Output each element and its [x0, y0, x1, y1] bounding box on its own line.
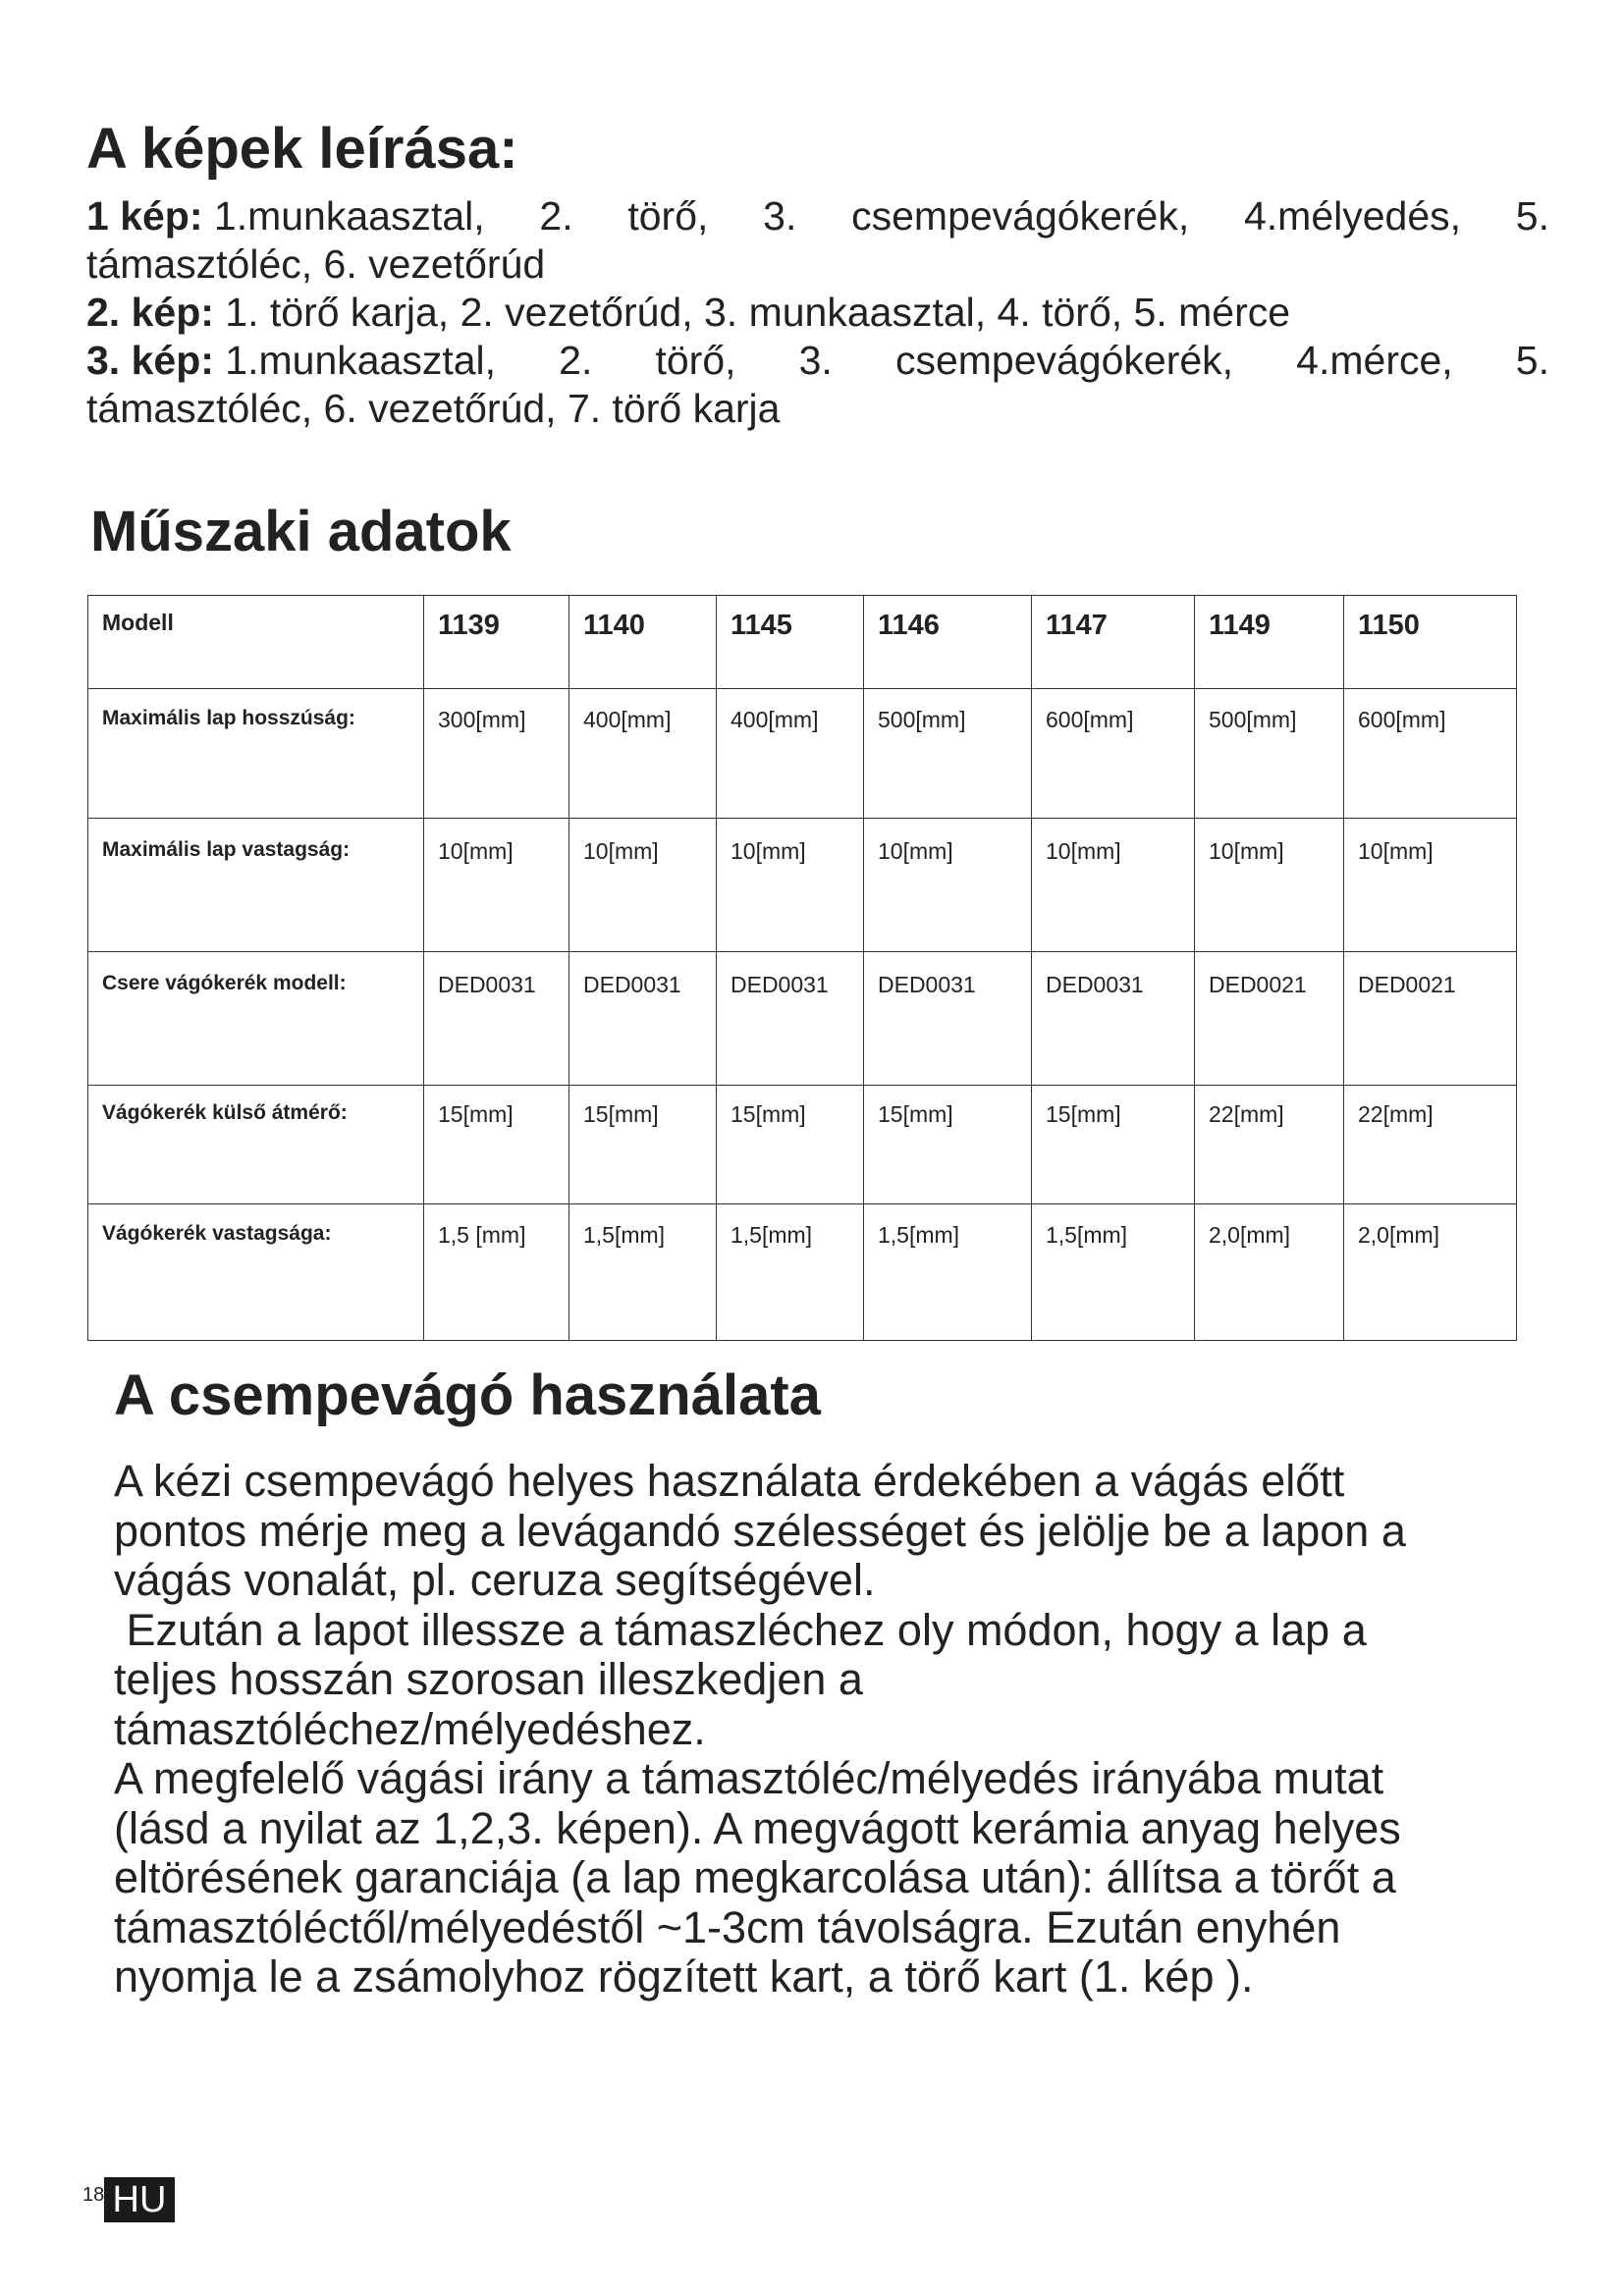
- usage-line: nyomja le a zsámolyhoz rögzített kart, a törő kart (1. kép ).: [114, 1951, 1254, 2002]
- table-cell: DED0031: [717, 952, 864, 1086]
- table-cell: 15[mm]: [717, 1086, 864, 1204]
- table-row: [88, 1204, 1517, 1341]
- table-header-row: [88, 596, 1517, 689]
- table-row: [88, 1086, 1517, 1204]
- usage-line: (lásd a nyilat az 1,2,3. képen). A megvágott kerámia anyag helyes: [114, 1802, 1401, 1853]
- table-header-cell: 1149: [1195, 596, 1344, 689]
- table-row-label: Vágókerék külső átmérő:: [88, 1086, 424, 1204]
- table-cell: 1,5[mm]: [569, 1204, 717, 1341]
- image-descriptions: [86, 192, 1549, 433]
- table-cell: 10[mm]: [424, 819, 569, 952]
- table-header-cell: 1146: [864, 596, 1032, 689]
- table-cell: 300[mm]: [424, 689, 569, 819]
- table-cell: 1,5[mm]: [717, 1204, 864, 1341]
- description-label: 2. kép:: [86, 290, 214, 335]
- language-badge: HU: [104, 2177, 175, 2222]
- usage-line: támasztóléchez/mélyedéshez.: [114, 1703, 706, 1754]
- table-cell: 1,5 [mm]: [424, 1204, 569, 1341]
- table-row: [88, 819, 1517, 952]
- table-cell: 400[mm]: [569, 689, 717, 819]
- section-title-image-descriptions: A képek leírása:: [86, 117, 518, 181]
- table-cell: DED0031: [864, 952, 1032, 1086]
- description-label: 1 kép:: [86, 193, 203, 239]
- usage-line: vágás vonalát, pl. ceruza segítségével.: [114, 1555, 876, 1605]
- table-cell: DED0031: [569, 952, 717, 1086]
- table-cell: 10[mm]: [717, 819, 864, 952]
- description-line-2: támasztóléc, 6. vezetőrúd: [86, 241, 546, 287]
- table-cell: 10[mm]: [1032, 819, 1195, 952]
- table-cell: 10[mm]: [1344, 819, 1517, 952]
- table-header-cell: 1147: [1032, 596, 1195, 689]
- description-line-1: 1 kép: 1.munkaasztal, 2. törő, 3. csempevágókerék, 4.mélyedés, 5.: [86, 193, 1549, 239]
- description-line-5: támasztóléc, 6. vezetőrúd, 7. törő karja: [86, 386, 781, 431]
- table-cell: 15[mm]: [1032, 1086, 1195, 1204]
- table-cell: DED0031: [424, 952, 569, 1086]
- description-label: 3. kép:: [86, 338, 214, 383]
- table-row-label: Vágókerék vastagsága:: [88, 1204, 424, 1341]
- table-row: [88, 952, 1517, 1086]
- table-cell: 22[mm]: [1195, 1086, 1344, 1204]
- table-row: [88, 689, 1517, 819]
- description-line-4: 3. kép: 1.munkaasztal, 2. törő, 3. csempevágókerék, 4.mérce, 5.: [86, 338, 1549, 383]
- table-cell: 15[mm]: [424, 1086, 569, 1204]
- table-cell: 22[mm]: [1344, 1086, 1517, 1204]
- description-line-3: 2. kép: 1. törő karja, 2. vezetőrúd, 3. munkaasztal, 4. törő, 5. mérce: [86, 290, 1291, 335]
- usage-text: [114, 1457, 1508, 2002]
- table-cell: 600[mm]: [1344, 689, 1517, 819]
- table-cell: 400[mm]: [717, 689, 864, 819]
- table-row-label: Maximális lap hosszúság:: [88, 689, 424, 819]
- table-header-cell: Modell: [88, 596, 424, 689]
- table-cell: 500[mm]: [1195, 689, 1344, 819]
- table-header-cell: 1145: [717, 596, 864, 689]
- usage-line: A megfelelő vágási irány a támasztóléc/mélyedés irányába mutat: [114, 1753, 1384, 1803]
- table-cell: 600[mm]: [1032, 689, 1195, 819]
- table-cell: 10[mm]: [569, 819, 717, 952]
- usage-line: eltörésének garanciája (a lap megkarcolása után): állítsa a törőt a: [114, 1852, 1396, 1902]
- usage-line: pontos mérje meg a levágandó szélességet és jelölje be a lapon a: [114, 1505, 1406, 1556]
- table-row-label: Csere vágókerék modell:: [88, 952, 424, 1086]
- section-title-usage: A csempevágó használata: [114, 1363, 821, 1427]
- usage-line: támasztóléctől/mélyedéstől ~1-3cm távolságra. Ezután enyhén: [114, 1901, 1341, 1952]
- table-cell: 1,5[mm]: [864, 1204, 1032, 1341]
- table-cell: DED0021: [1195, 952, 1344, 1086]
- usage-line: teljes hosszán szorosan illeszkedjen a: [114, 1654, 863, 1704]
- table-header-cell: 1139: [424, 596, 569, 689]
- usage-line: Ezután a lapot illessze a támaszléchez oly módon, hogy a lap a: [114, 1604, 1367, 1655]
- table-cell: 1,5[mm]: [1032, 1204, 1195, 1341]
- table-header-cell: 1150: [1344, 596, 1517, 689]
- table-cell: 500[mm]: [864, 689, 1032, 819]
- table-cell: 15[mm]: [864, 1086, 1032, 1204]
- table-cell: DED0021: [1344, 952, 1517, 1086]
- table-cell: 15[mm]: [569, 1086, 717, 1204]
- page-number: 18: [82, 2184, 105, 2206]
- table-cell: 10[mm]: [1195, 819, 1344, 952]
- technical-data-table: [87, 595, 1517, 1341]
- table-cell: 10[mm]: [864, 819, 1032, 952]
- table-cell: 2,0[mm]: [1195, 1204, 1344, 1341]
- table-row-label: Maximális lap vastagság:: [88, 819, 424, 952]
- table-cell: 2,0[mm]: [1344, 1204, 1517, 1341]
- table-header-cell: 1140: [569, 596, 717, 689]
- section-title-technical-data: Műszaki adatok: [90, 500, 512, 563]
- usage-line: A kézi csempevágó helyes használata érdekében a vágás előtt: [114, 1456, 1345, 1506]
- table-cell: DED0031: [1032, 952, 1195, 1086]
